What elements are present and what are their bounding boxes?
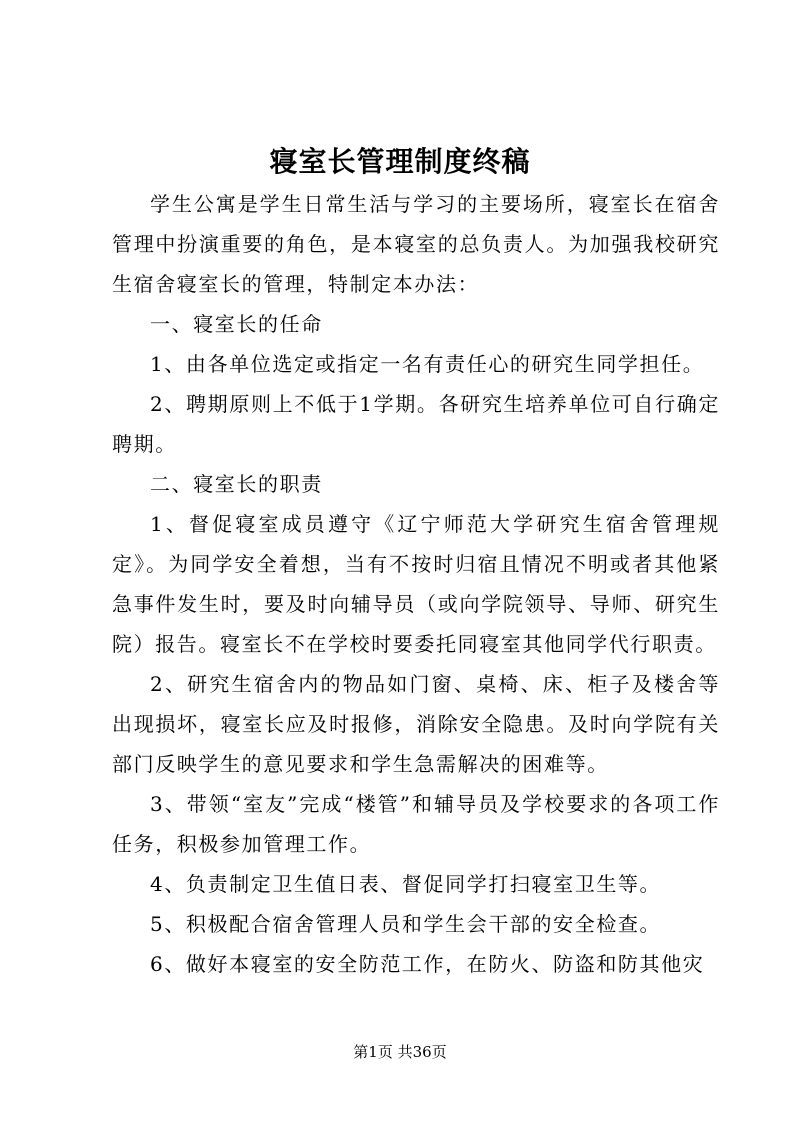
duty-item-1: 1、督促寝室成员遵守《辽宁师范大学研究生宿舍管理规定》。为同学安全着想，当有不按时归宿且情况不明或者其他紧急事件发生时，要及时向辅导员（或向学院领导、导师、研究生院）报告。寝室长不在学校时要委托同寝室其他同学代行职责。 bbox=[112, 512, 720, 656]
duty-item-2: 2、研究生宿舍内的物品如门窗、桌椅、床、柜子及楼舍等出现损坏，寝室长应及时报修，消除安全隐患。及时向学院有关部门反映学生的意见要求和学生急需解决的困难等。 bbox=[112, 672, 720, 776]
appointment-item-1: 1、由各单位选定或指定一名有责任心的研究生同学担任。 bbox=[150, 352, 705, 376]
duty-item-6: 6、做好本寝室的安全防范工作，在防火、防盗和防其他灾 bbox=[150, 952, 705, 976]
duty-item-5: 5、积极配合宿舍管理人员和学生会干部的安全检查。 bbox=[150, 912, 662, 936]
duty-item-4: 4、负责制定卫生值日表、督促同学打扫寝室卫生等。 bbox=[150, 872, 662, 896]
page-number-footer: 第1页 共36页 bbox=[353, 1043, 447, 1061]
document-title: 寝室长管理制度终稿 bbox=[269, 145, 531, 178]
section-heading-duties: 二、寝室长的职责 bbox=[150, 472, 323, 496]
intro-paragraph: 学生公寓是学生日常生活与学习的主要场所，寝室长在宿舍管理中扮演重要的角色，是本寝室的总负责人。为加强我校研究生宿舍寝室长的管理，特制定本办法： bbox=[112, 192, 720, 296]
section-heading-appointment: 一、寝室长的任命 bbox=[150, 312, 323, 336]
appointment-item-2: 2、聘期原则上不低于1学期。各研究生培养单位可自行确定聘期。 bbox=[112, 392, 720, 456]
document-body bbox=[112, 184, 720, 984]
duty-item-3: 3、带领“室友”完成“楼管”和辅导员及学校要求的各项工作任务，积极参加管理工作。 bbox=[112, 792, 720, 856]
